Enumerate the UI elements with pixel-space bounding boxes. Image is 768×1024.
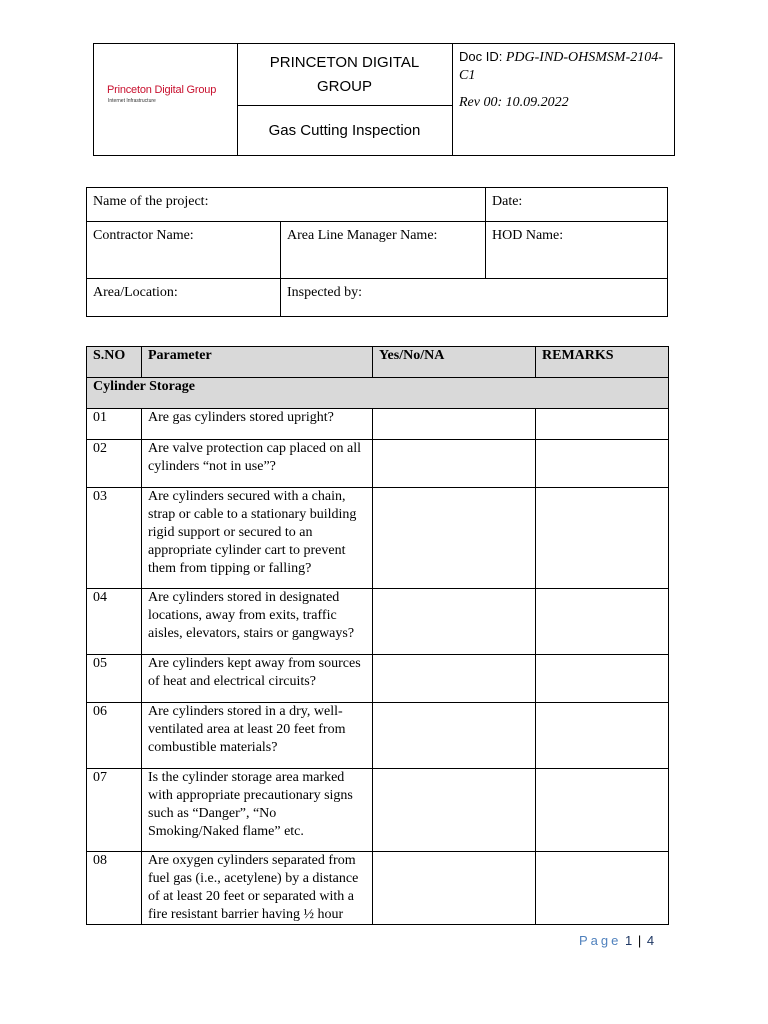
row-remarks-cell[interactable] <box>536 703 669 769</box>
row-parameter: Are cylinders secured with a chain, strap or cable to a stationary building rigid support or secured to an appropriate cylinder cart to prevent them from tipping or falling? <box>142 488 373 589</box>
row-remarks-cell[interactable] <box>536 655 669 703</box>
row-remarks-cell[interactable] <box>536 769 669 852</box>
revision: Rev 00: 10.09.2022 <box>459 95 569 110</box>
hod-name-field[interactable]: HOD Name: <box>486 222 668 279</box>
row-parameter: Are cylinders stored in a dry, well-ventilated area at least 20 feet from combustible materials? <box>142 703 373 769</box>
org-name: PRINCETON DIGITAL GROUP <box>269 53 420 95</box>
table-row <box>87 769 669 852</box>
row-answer-cell[interactable] <box>373 655 536 703</box>
table-row <box>87 440 669 488</box>
inspected-by-field[interactable]: Inspected by: <box>281 279 668 317</box>
doc-id-label: Doc ID: <box>459 49 503 64</box>
row-parameter: Are valve protection cap placed on all cylinders “not in use”? <box>142 440 373 488</box>
row-sno: 08 <box>87 852 142 925</box>
row-parameter: Are cylinders stored in designated locations, away from exits, traffic aisles, elevators, stairs or gangways? <box>142 589 373 655</box>
table-row <box>87 703 669 769</box>
row-sno: 03 <box>87 488 142 589</box>
date-field[interactable]: Date: <box>486 188 668 222</box>
location-field[interactable]: Area/Location: <box>87 279 281 317</box>
checklist-table <box>86 346 669 925</box>
row-remarks-cell[interactable] <box>536 409 669 440</box>
org-name-cell <box>237 44 452 106</box>
current-page: 1 <box>625 933 633 948</box>
row-answer-cell[interactable] <box>373 488 536 589</box>
area-manager-field[interactable]: Area Line Manager Name: <box>281 222 486 279</box>
doc-id <box>459 48 669 85</box>
row-sno: 05 <box>87 655 142 703</box>
table-row <box>87 852 669 925</box>
row-sno: 01 <box>87 409 142 440</box>
row-answer-cell[interactable] <box>373 589 536 655</box>
contractor-name-field[interactable]: Contractor Name: <box>87 222 281 279</box>
page-separator: | <box>637 933 642 948</box>
page-footer <box>579 933 654 948</box>
col-header-sno: S.NO <box>87 347 142 378</box>
row-answer-cell[interactable] <box>373 440 536 488</box>
row-answer-cell[interactable] <box>373 703 536 769</box>
col-header-answer: Yes/No/NA <box>373 347 536 378</box>
row-answer-cell[interactable] <box>373 409 536 440</box>
table-row <box>87 655 669 703</box>
row-parameter: Is the cylinder storage area marked with appropriate precautionary signs such as “Danger”, “No Smoking/Naked flame” etc. <box>142 769 373 852</box>
row-remarks-cell[interactable] <box>536 440 669 488</box>
col-header-remarks: REMARKS <box>536 347 669 378</box>
table-row <box>87 409 669 440</box>
row-sno: 06 <box>87 703 142 769</box>
total-pages: 4 <box>646 933 655 948</box>
row-sno: 04 <box>87 589 142 655</box>
col-header-parameter: Parameter <box>142 347 373 378</box>
table-row <box>87 488 669 589</box>
row-answer-cell[interactable] <box>373 852 536 925</box>
info-table <box>86 187 668 317</box>
table-row <box>87 589 669 655</box>
page-word: Page <box>579 933 622 948</box>
row-parameter: Are oxygen cylinders separated from fuel gas (i.e., acetylene) by a distance of at least 20 feet or separated with a fire resistant barrier having ½ hour <box>142 852 373 925</box>
doc-meta-cell <box>453 44 674 155</box>
logo-cell <box>94 44 238 155</box>
row-sno: 07 <box>87 769 142 852</box>
document-header <box>93 43 675 156</box>
title-cell <box>237 44 453 155</box>
logo-tagline: Internet Infrastructure <box>108 98 156 104</box>
row-remarks-cell[interactable] <box>536 852 669 925</box>
doc-id-value: PDG-IND-OHSMSM-2104-C1 <box>459 50 663 83</box>
row-answer-cell[interactable] <box>373 769 536 852</box>
row-remarks-cell[interactable] <box>536 589 669 655</box>
row-sno: 02 <box>87 440 142 488</box>
row-parameter: Are gas cylinders stored upright? <box>142 409 373 440</box>
doc-title: Gas Cutting Inspection <box>268 122 421 139</box>
row-parameter: Are cylinders kept away from sources of heat and electrical circuits? <box>142 655 373 703</box>
company-logo: Princeton Digital Group <box>107 84 217 96</box>
project-name-field[interactable]: Name of the project: <box>87 188 486 222</box>
section-heading: Cylinder Storage <box>87 378 669 409</box>
row-remarks-cell[interactable] <box>536 488 669 589</box>
